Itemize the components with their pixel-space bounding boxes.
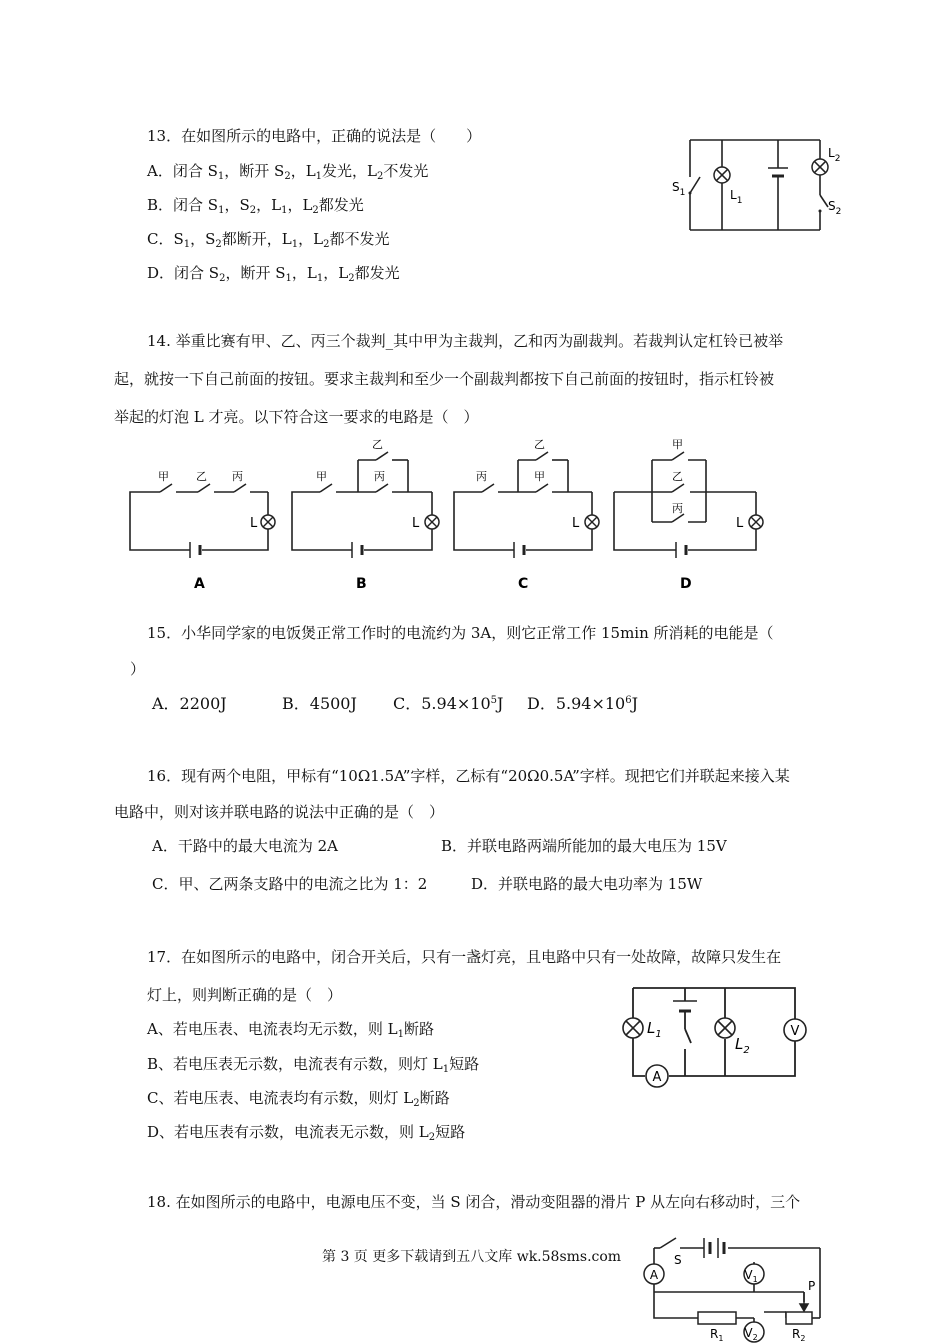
q14-stem-line2: 起，就按一下自己前面的按钮。要求主裁判和至少一个副裁判都按下自己前面的按钮时，指示杠铃被 (114, 370, 775, 388)
q18-stem-line1: 18. 在如图所示的电路中，电源电压不变，当 S 闭合，滑动变阻器的滑片 P 从左向右移动时，三个 (147, 1193, 801, 1211)
label-lamp-b: L (412, 516, 420, 531)
q16-stem-line1: 16．现有两个电阻，甲标有“10Ω1.5A”字样，乙标有“20Ω0.5A”字样。现把它们并联起来接入某 (147, 767, 790, 785)
q14-stem-line3: 举起的灯泡 L 才亮。以下符合这一要求的电路是（ ） (114, 408, 479, 426)
label-bing-b: 丙 (374, 470, 385, 483)
q16-option-a: A．干路中的最大电流为 2A (152, 837, 338, 855)
q15-option-c: C．$5.94\times 10^5J$ (393, 694, 504, 713)
lamp-l2-icon (812, 159, 828, 175)
svg-text:A: A (652, 1070, 662, 1085)
label-bing-c: 丙 (476, 470, 487, 483)
q15-stem-line2: ） (130, 660, 146, 678)
svg-text:A: A (649, 1268, 659, 1282)
label-l2: $L_2$ (828, 146, 841, 164)
label-s: S (674, 1253, 682, 1267)
voltmeter-v2-icon (744, 1322, 764, 1342)
svg-text:V2: $V_2$ (744, 1326, 758, 1342)
label-lamp-c: L (572, 516, 580, 531)
label-jia-a: 甲 (158, 470, 169, 483)
label-option-a: A (194, 576, 205, 592)
q13-circuit-diagram (668, 135, 848, 240)
voltmeter-icon (784, 1019, 806, 1041)
q16-option-c: C．甲、乙两条支路中的电流之比为 1：2 (152, 875, 428, 893)
q16-stem-line2: 电路中，则对该并联电路的说法中正确的是（ ） (114, 803, 445, 821)
q14-circuit-a (130, 484, 268, 550)
q13-option-c: C．$S_1$，$S_2$都断开，$L_1$，$L_2$都不发光 (147, 230, 390, 250)
battery-icon (768, 168, 788, 176)
label-l1: $L_1$ (730, 188, 743, 206)
q17-option-c: C、若电压表、电流表均有示数，则灯 $L_2$断路 (147, 1089, 450, 1109)
label-option-b: B (356, 576, 367, 592)
label-l2: $L_2$ (735, 1035, 750, 1056)
label-yi-d: 乙 (672, 470, 683, 483)
q16-option-d: D．并联电路的最大电功率为 15W (471, 875, 703, 893)
q14-stem-line1: 14. 举重比赛有甲、乙、丙三个裁判_其中甲为主裁判，乙和丙为副裁判。若裁判认定杠铃已被举 (147, 332, 784, 350)
label-lamp-a: L (250, 516, 258, 531)
label-lamp-d: L (736, 516, 744, 531)
q15-stem-line1: 15．小华同学家的电饭煲正常工作时的电流约为 3A，则它正常工作 15min 所消耗的电能是（ (147, 624, 774, 642)
q14-circuit-options (120, 432, 780, 594)
label-r1: $R_1$ (710, 1327, 724, 1343)
label-yi-b: 乙 (372, 438, 383, 451)
lamp-l2-icon (715, 1018, 735, 1038)
ammeter-icon (646, 1065, 668, 1087)
q17-stem-line1: 17．在如图所示的电路中，闭合开关后，只有一盏灯亮，且电路中只有一处故障，故障只发生在 (147, 948, 782, 966)
label-option-c: C (518, 576, 529, 592)
q13-option-a: A．闭合 $S_1$，断开 $S_2$，$L_1$发光，$L_2$不发光 (147, 162, 429, 182)
label-jia-d: 甲 (672, 438, 683, 451)
label-jia-b: 甲 (316, 470, 327, 483)
q13-stem: 13．在如图所示的电路中，正确的说法是（ ） (147, 127, 482, 145)
ammeter-icon (644, 1264, 664, 1284)
label-bing-a: 丙 (232, 470, 243, 483)
rheostat-r2 (786, 1312, 812, 1324)
q17-circuit-diagram (615, 983, 815, 1093)
resistor-r1 (698, 1312, 736, 1324)
label-yi-c: 乙 (534, 438, 545, 451)
voltmeter-v1-icon (744, 1264, 764, 1284)
q14-circuit-d (614, 452, 756, 550)
label-jia-c: 甲 (534, 470, 545, 483)
q15-option-b: B．4500J (282, 694, 357, 713)
label-s2: $S_2$ (828, 199, 842, 217)
q16-option-b: B．并联电路两端所能加的最大电压为 15V (441, 837, 727, 855)
lamp-l1-icon (623, 1018, 643, 1038)
svg-text:V1: $V_1$ (744, 1268, 758, 1284)
lamp-l1-icon (714, 167, 730, 183)
label-s1: $S_1$ (672, 180, 686, 198)
q17-option-b: B、若电压表无示数，电流表有示数，则灯 $L_1$短路 (147, 1055, 480, 1075)
q14-circuit-b (292, 452, 432, 550)
label-option-d: D (680, 576, 692, 592)
label-p: P (808, 1279, 816, 1293)
q17-option-a: A、若电压表、电流表均无示数，则 $L_1$断路 (147, 1020, 434, 1040)
q17-stem-line2: 灯上，则判断正确的是（ ） (147, 986, 343, 1004)
page-footer: 第 3 页 更多下载请到五八文库 wk.58sms.com (322, 1249, 622, 1265)
q13-option-d: D．闭合 $S_2$，断开 $S_1$，$L_1$，$L_2$都发光 (147, 264, 400, 284)
label-yi-a: 乙 (196, 470, 207, 483)
svg-text:V: V (790, 1024, 800, 1039)
label-bing-d: 丙 (672, 502, 683, 515)
q13-option-b: B．闭合 $S_1$，$S_2$，$L_1$，$L_2$都发光 (147, 196, 364, 216)
q15-option-a: A．2200J (152, 694, 227, 713)
label-r2: $R_2$ (792, 1327, 806, 1343)
q18-circuit-diagram (636, 1226, 836, 1343)
q14-circuit-c (454, 452, 592, 550)
q17-option-d: D、若电压表有示数，电流表无示数，则 $L_2$短路 (147, 1123, 466, 1143)
q15-option-d: D．$5.94\times 10^6J$ (527, 694, 639, 713)
battery-icon (704, 1238, 724, 1258)
label-l1: $L_1$ (647, 1019, 662, 1040)
